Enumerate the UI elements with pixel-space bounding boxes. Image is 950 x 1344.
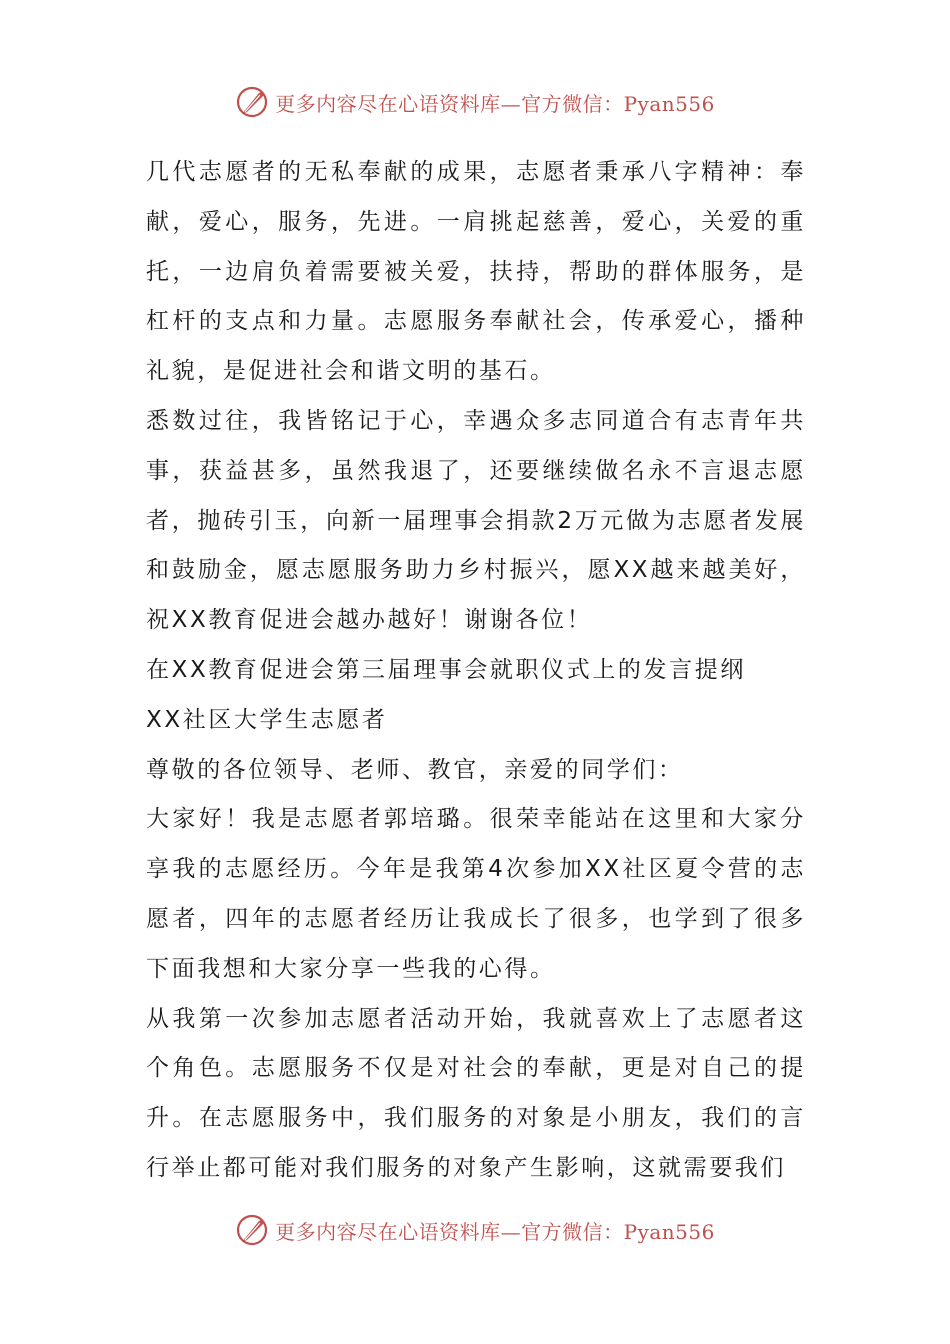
speaker-line: XX社区大学生志愿者 xyxy=(146,706,388,733)
paragraph: 几代志愿者的无私奉献的成果，志愿者秉承八字精神：奉献，爱心，服务，先进。一肩挑起慈善，爱心，关爱的重托，一边肩负着需要被关爱，扶持，帮助的群体服务，是杠杆的支点和力量。志愿服务奉献社会，传承爱心，播种礼貌，是促进社会和谐文明的基石。 xyxy=(146,159,806,385)
header-watermark xyxy=(0,82,950,122)
paragraph: 大家好！我是志愿者郭培璐。很荣幸能站在这里和大家分享我的志愿经历。今年是我第4次参加XX社区夏令营的志愿者，四年的志愿者经历让我成长了很多，也学到了很多下面我想和大家分享一些我的心得。 xyxy=(146,806,806,982)
watermark-text: 更多内容尽在心语资料库—官方微信：Pyan556 xyxy=(275,91,715,116)
paragraph: 从我第一次参加志愿者活动开始，我就喜欢上了志愿者这个角色。志愿服务不仅是对社会的奉献，更是对自己的提升。在志愿服务中，我们服务的对象是小朋友，我们的言行举止都可能对我们服务的对象产生影响，这就需要我们 xyxy=(146,1005,806,1181)
paragraph: 悉数过往，我皆铭记于心，幸遇众多志同道合有志青年共事，获益甚多，虽然我退了，还要继续做名永不言退志愿者，抛砖引玉，向新一届理事会捐款2万元做为志愿者发展和鼓励金，愿志愿服务助力乡村振兴，愿XX越来越美好，祝XX教育促进会越办越好！谢谢各位！ xyxy=(146,407,806,634)
salutation: 尊敬的各位领导、老师、教官，亲爱的同学们： xyxy=(146,756,684,783)
speech-title: 在XX教育促进会第三届理事会就职仪式上的发言提纲 xyxy=(146,656,746,683)
watermark-text: 更多内容尽在心语资料库—官方微信：Pyan556 xyxy=(275,1219,715,1244)
footer-watermark xyxy=(0,1210,950,1250)
quill-logo-icon xyxy=(235,1213,269,1247)
quill-logo-icon xyxy=(235,85,269,119)
document-body xyxy=(146,148,806,1194)
